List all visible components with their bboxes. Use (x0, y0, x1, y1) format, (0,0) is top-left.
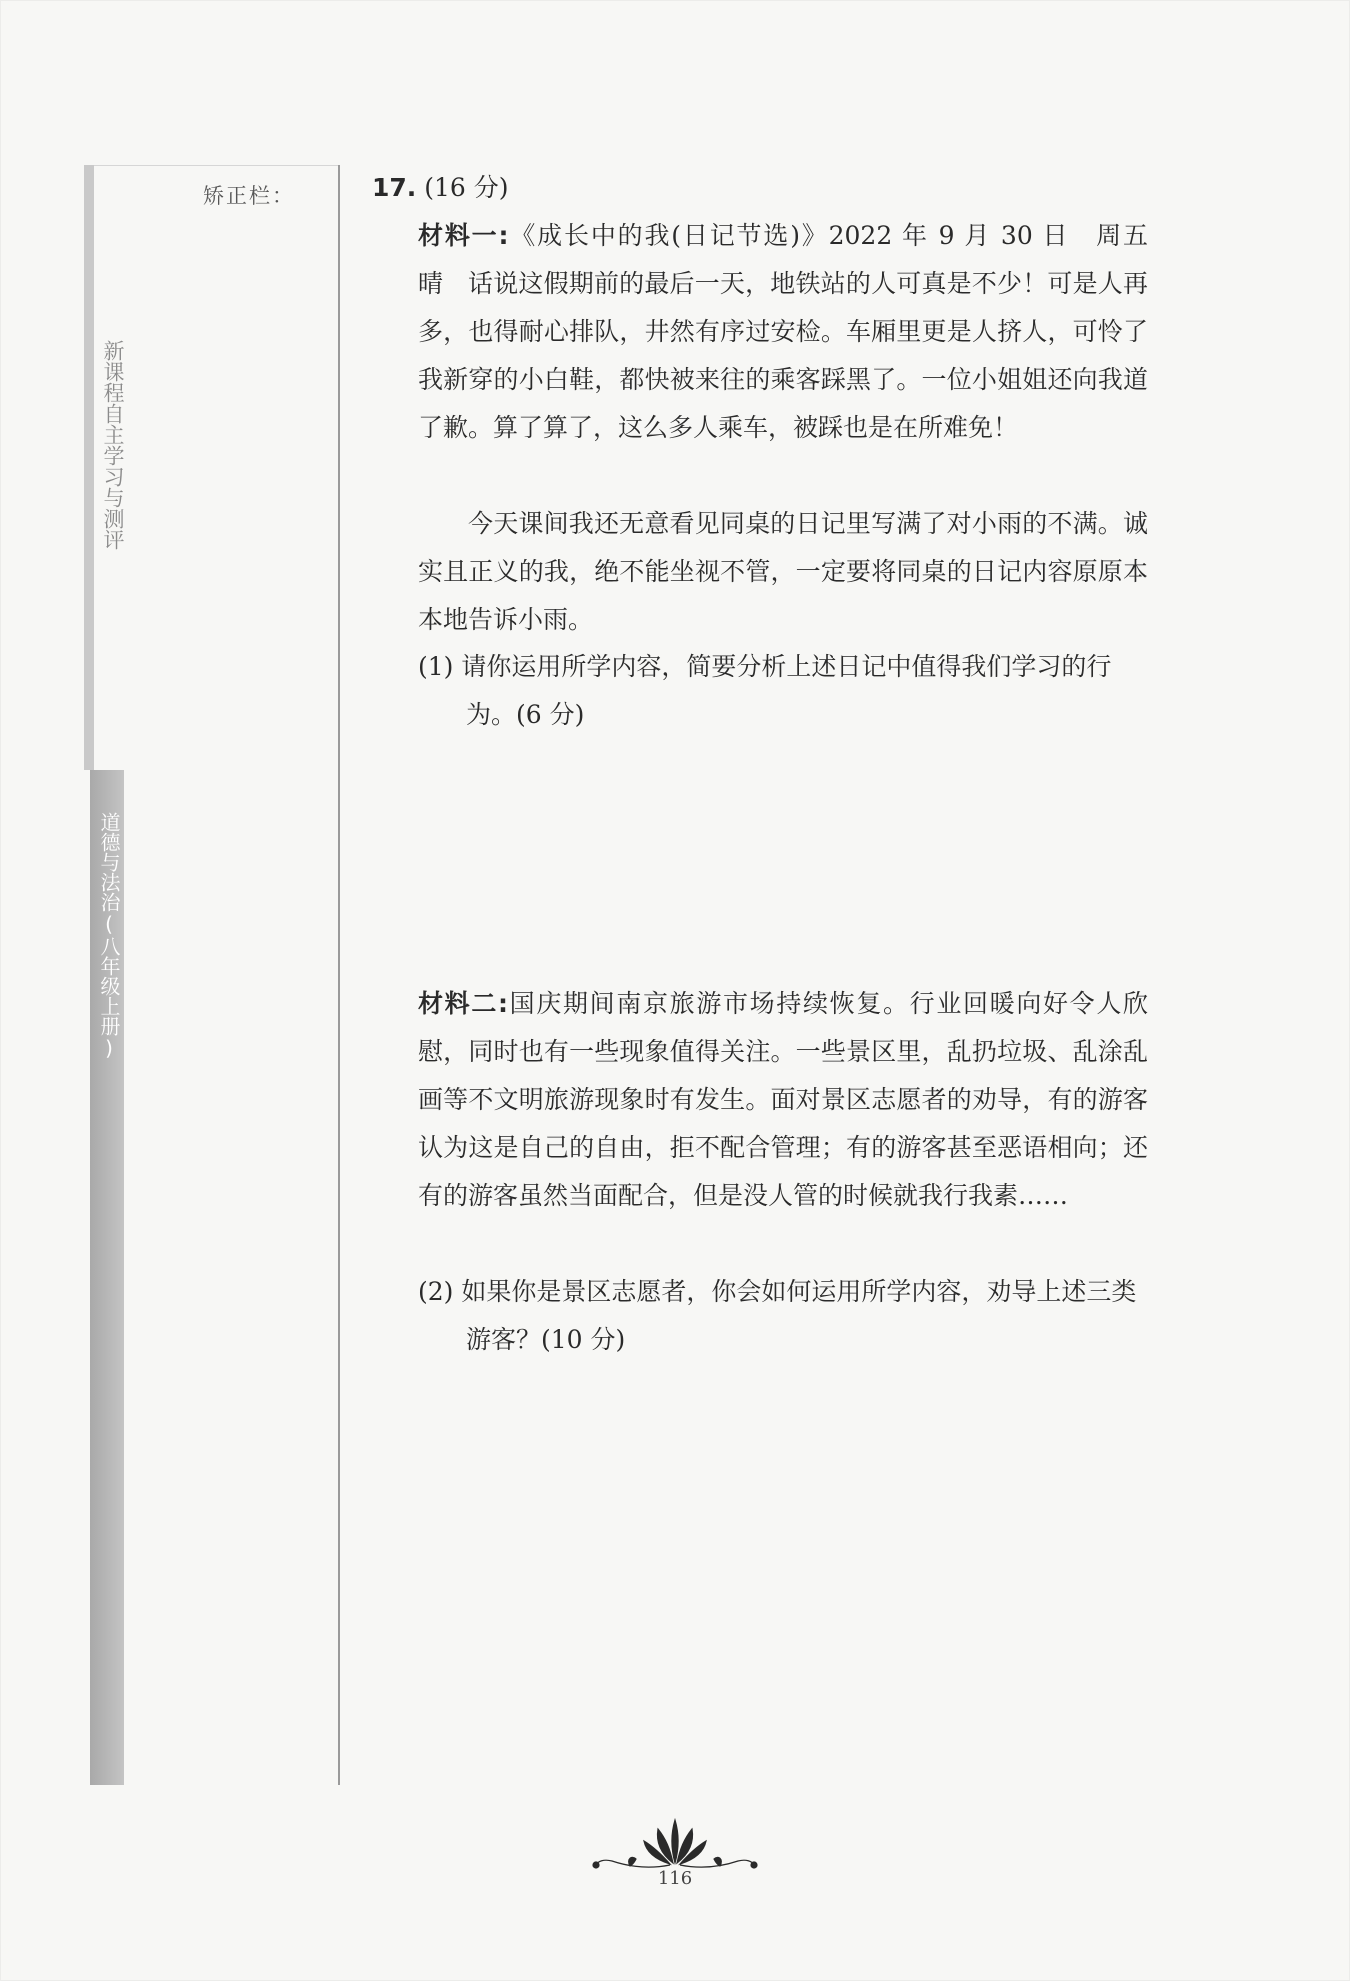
material1-label: 材料一: (418, 221, 509, 250)
sub-question-2: (2) 如果你是景区志愿者，你会如何运用所学内容，劝导上述三类游客？(10 分) (418, 1277, 1137, 1354)
material1-paragraph-2: 今天课间我还无意看见同桌的日记里写满了对小雨的不满。诚实且正义的我，绝不能坐视不管，一定要将同桌的日记内容原原本本地告诉小雨。 (418, 509, 1148, 634)
floral-ornament-icon (590, 1815, 760, 1875)
question-number: 17. (372, 173, 417, 202)
sidebar-top-rule (84, 165, 340, 166)
subject-label: 道德与法治(八年级上册) (97, 812, 121, 1060)
margin-divider (338, 165, 340, 1785)
material2-label: 材料二: (418, 989, 508, 1018)
material1-title: 《成长中的我(日记节选)》2022 年 9 月 30 日 周五 晴 (418, 221, 1174, 298)
page-number: 116 (657, 1868, 693, 1889)
material2-block (418, 980, 1148, 1220)
correction-column-label: 矫正栏： (203, 184, 295, 208)
material1-paragraph-1: 话说这假期前的最后一天，地铁站的人可真是不少！可是人再多，也得耐心排队，井然有序过安检。车厢里更是人挤人，可怜了我新穿的小白鞋，都快被来往的乘客踩黑了。一位小姐姐还向我道了歉。算了算了，这么多人乘车，被踩也是在所难免！ (418, 269, 1148, 442)
sub-question-1: (1) 请你运用所学内容，简要分析上述日记中值得我们学习的行为。(6 分) (418, 652, 1112, 729)
question-header (372, 168, 509, 204)
book-title: 新课程自主学习与测评 (101, 340, 125, 550)
sidebar-strip-top (84, 165, 94, 770)
material2-text: 国庆期间南京旅游市场持续恢复。行业回暖向好令人欣慰，同时也有一些现象值得关注。一些景区里，乱扔垃圾、乱涂乱画等不文明旅游现象时有发生。面对景区志愿者的劝导，有的游客认为这是自己的自由，拒不配合管理；有的游客甚至恶语相向；还有的游客虽然当面配合，但是没人管的时候就我行我素…… (418, 989, 1148, 1210)
question-points: (16 分) (424, 173, 509, 202)
